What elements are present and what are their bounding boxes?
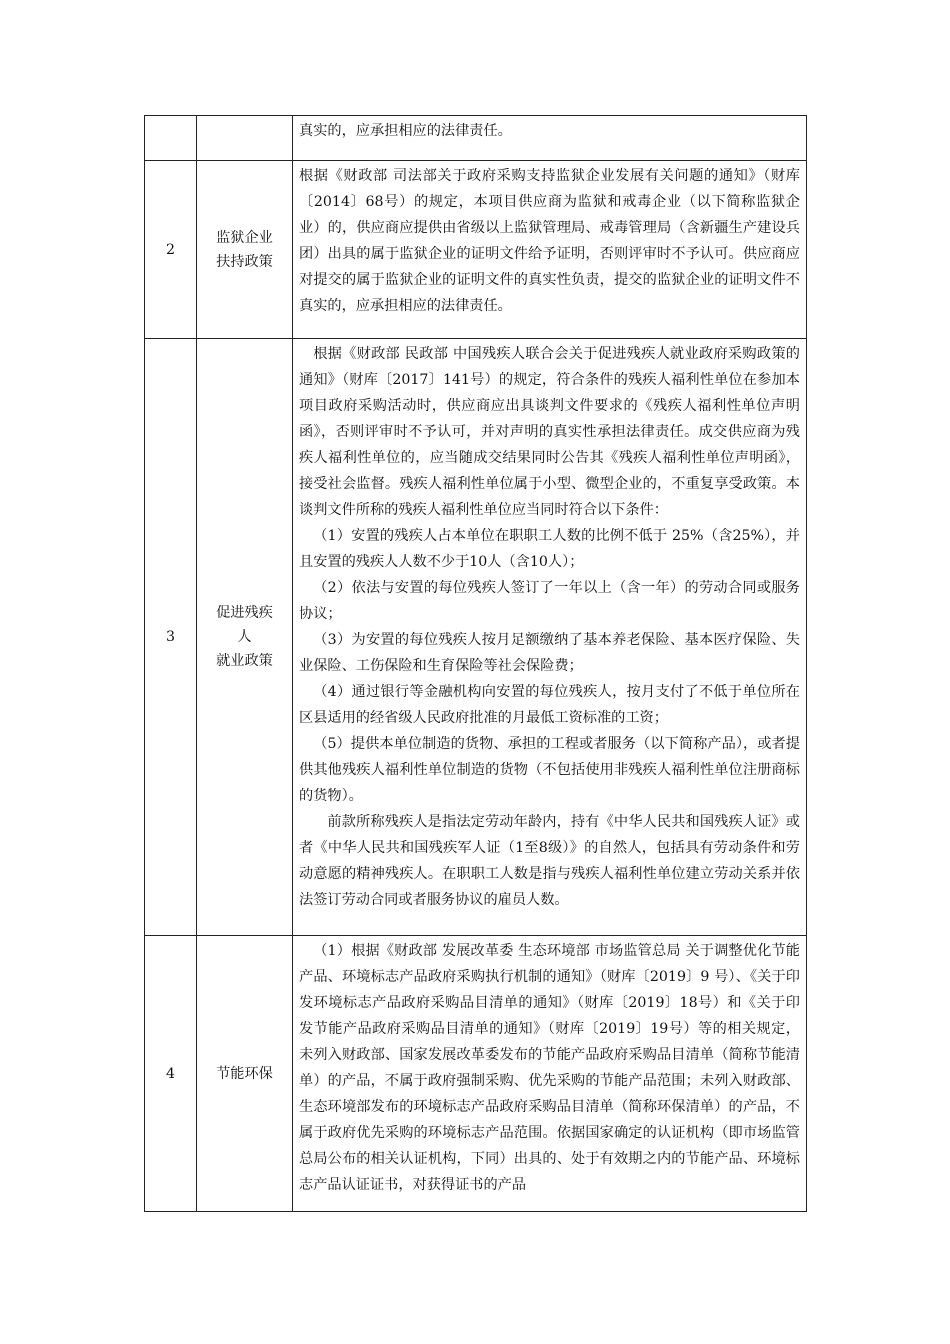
policy-name-line: 人	[237, 629, 252, 645]
row-number: 4	[145, 936, 197, 1212]
paragraph: （1）根据《财政部 发展改革委 生态环境部 市场监管总局 关于调整优化节能产品、环境标志产品政府采购执行机制的通知》（财库〔2019〕9 号）、《关于印发环境标志产品政府采购品目清单的通知》（财库〔2019〕18号）和《关于印发节能产品政府采购品目清单的通知》（财库〔2019〕19号）等的相关规定，未列入财政部、国家发展改革委发布的节能产品政府采购品目清单（简称节能清单）的产品，不属于政府强制采购、优先采购的节能产品范围；未列入财政部、生态环境部发布的环境标志产品政府采购品目清单（简称环保清单）的产品，不属于政府优先采购的环境标志产品范围。依据国家确定的认证机构（即市场监管总局公布的相关认证机构，下同）出具的、处于有效期之内的节能产品、环境标志产品认证证书，对获得证书的产品	[299, 943, 800, 1193]
policy-name-line: 扶持政策	[216, 253, 273, 270]
policy-content	[293, 936, 807, 1212]
policy-name-line: 监狱企业	[216, 229, 273, 246]
policy-content	[293, 161, 807, 339]
policy-content	[293, 116, 807, 161]
paragraph: （4）通过银行等金融机构向安置的每位残疾人，按月支付了不低于单位所在区县适用的经省级人民政府批准的月最低工资标准的工资；	[299, 684, 800, 726]
policy-content	[293, 339, 807, 936]
policy-name-line: 节能环保	[216, 1065, 273, 1082]
paragraph: （3）为安置的每位残疾人按月足额缴纳了基本养老保险、基本医疗保险、失业保险、工伤保险和生育保险等社会保险费；	[299, 632, 800, 674]
policy-name	[197, 116, 293, 161]
paragraph: （2）依法与安置的每位残疾人签订了一年以上（含一年）的劳动合同或服务协议；	[299, 580, 800, 622]
policy-name-line: 就业政策	[216, 653, 273, 669]
paragraph: 根据《财政部 民政部 中国残疾人联合会关于促进残疾人就业政府采购政策的通知》（财库〔2017〕141号）的规定，符合条件的残疾人福利性单位在参加本项目政府采购活动时，供应商应出具谈判文件要求的《残疾人福利性单位声明函》，否则评审时不予认可，并对声明的真实性承担法律责任。成交供应商为残疾人福利性单位的，应当随成交结果同时公告其《残疾人福利性单位声明函》，接受社会监督。残疾人福利性单位属于小型、微型企业的，不重复享受政策。本谈判文件所称的残疾人福利性单位应当同时符合以下条件：	[299, 346, 800, 518]
policy-table	[144, 115, 807, 1212]
table-row	[145, 161, 807, 339]
policy-name	[197, 339, 293, 936]
policy-name-line: 促进残疾	[216, 605, 273, 621]
row-number: 2	[145, 161, 197, 339]
row-number	[145, 116, 197, 161]
policy-name	[197, 161, 293, 339]
paragraph: （1）安置的残疾人占本单位在职职工人数的比例不低于 25%（含25%），并且安置的残疾人人数不少于10人（含10人）；	[299, 528, 800, 570]
paragraph: 根据《财政部 司法部关于政府采购支持监狱企业发展有关问题的通知》（财库〔2014〕68号）的规定，本项目供应商为监狱和戒毒企业（以下简称监狱企业）的，供应商应提供由省级以上监狱管理局、戒毒管理局（含新疆生产建设兵团）出具的属于监狱企业的证明文件给予证明，否则评审时不予认可。供应商应对提交的属于监狱企业的证明文件的真实性负责，提交的监狱企业的证明文件不真实的，应承担相应的法律责任。	[299, 168, 800, 314]
paragraph: （5）提供本单位制造的货物、承担的工程或者服务（以下简称产品），或者提供其他残疾人福利性单位制造的货物（不包括使用非残疾人福利性单位注册商标的货物）。	[299, 736, 800, 804]
table-row	[145, 116, 807, 161]
paragraph: 真实的，应承担相应的法律责任。	[299, 123, 512, 139]
policy-name	[197, 936, 293, 1212]
paragraph: 前款所称残疾人是指法定劳动年龄内，持有《中华人民共和国残疾人证》或者《中华人民共和国残疾军人证（1至8级）》的自然人，包括具有劳动条件和劳动意愿的精神残疾人。在职职工人数是指与残疾人福利性单位建立劳动关系并依法签订劳动合同或者服务协议的雇员人数。	[299, 814, 800, 908]
table-row	[145, 936, 807, 1212]
row-number: 3	[145, 339, 197, 936]
table-row	[145, 339, 807, 936]
